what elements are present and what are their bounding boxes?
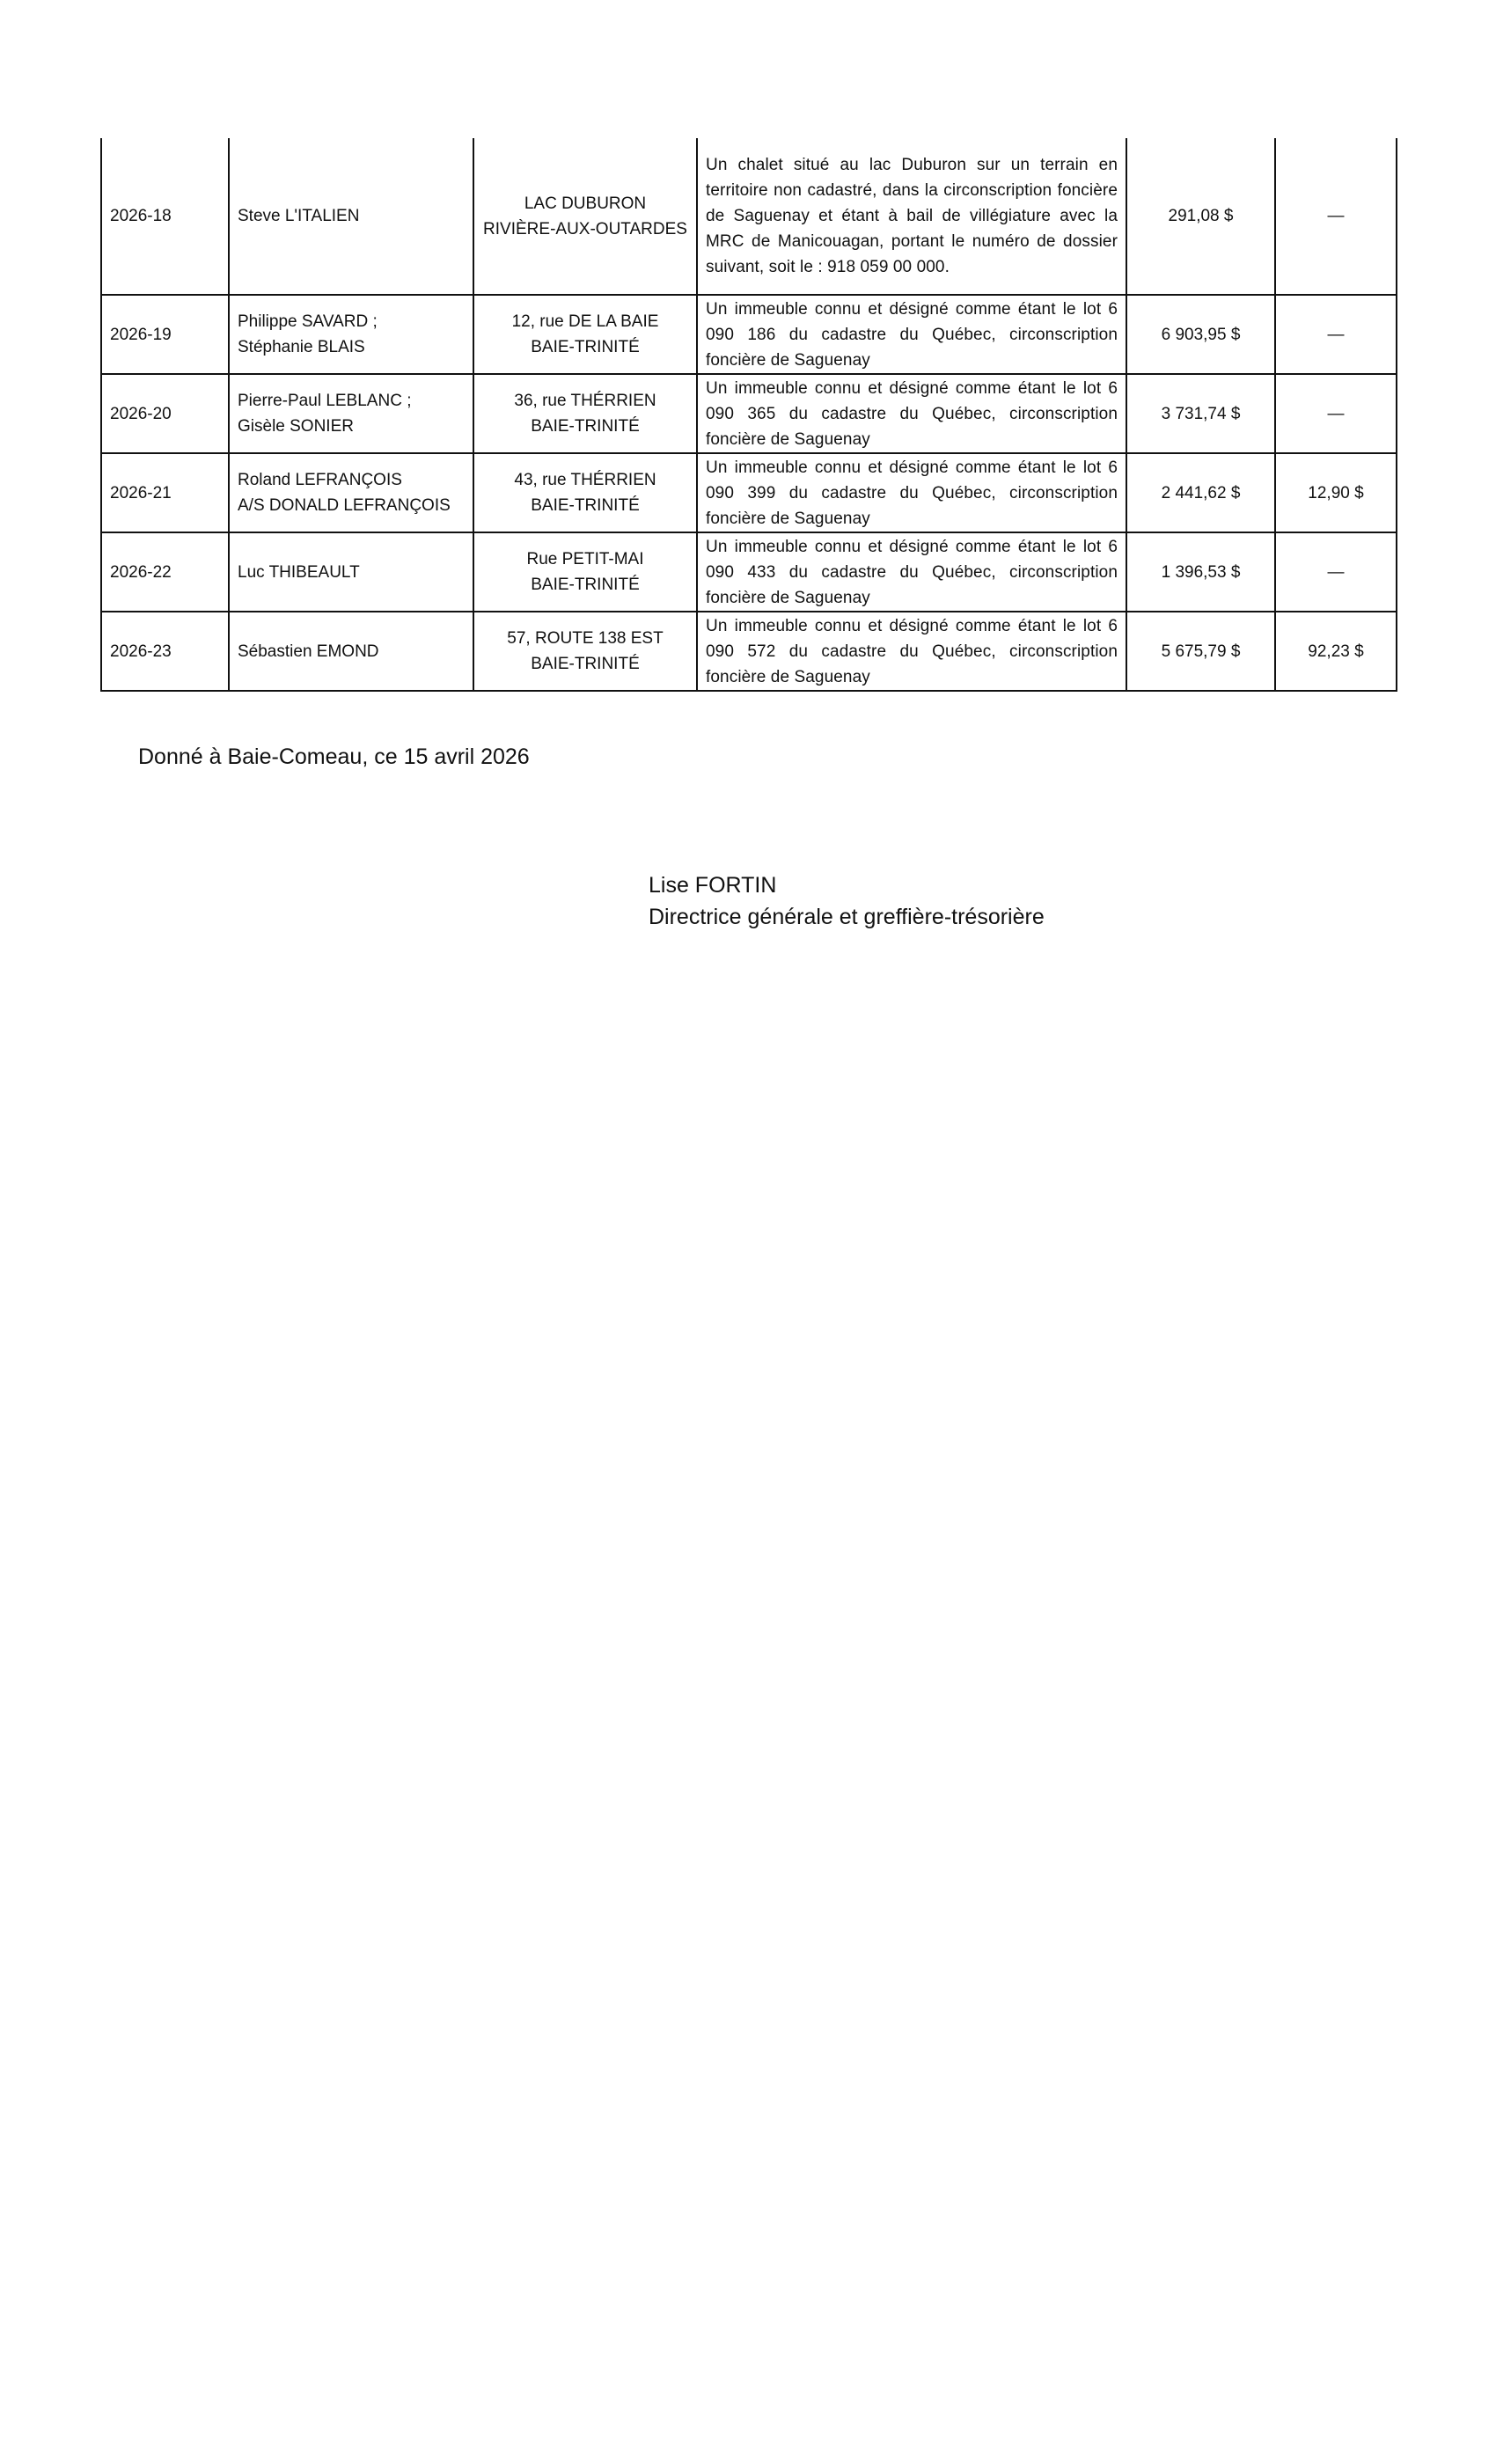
- interest-amount: 92,23 $: [1275, 612, 1397, 691]
- address-line: BAIE-TRINITÉ: [531, 496, 640, 515]
- record-number: 2026-21: [101, 453, 229, 532]
- address-line: BAIE-TRINITÉ: [531, 338, 640, 356]
- table-row: [101, 453, 1397, 532]
- address-line: Rue PETIT-MAI: [526, 550, 644, 568]
- property-description: Un immeuble connu et désigné comme étant le lot 6 090 399 du cadastre du Québec, circonscription foncière de Saguenay: [697, 453, 1126, 532]
- property-description: Un chalet situé au lac Duburon sur un terrain en territoire non cadastré, dans la circonscription foncière de Saguenay et étant à bail de villégiature avec la MRC de Manicouagan, portant le numéro de dossier suivant, soit le : 918 059 00 000.: [697, 138, 1126, 295]
- address-line: 12, rue DE LA BAIE: [511, 312, 659, 331]
- owner-line: Gisèle SONIER: [238, 417, 354, 436]
- property-address: [473, 453, 697, 532]
- table-row: [101, 374, 1397, 453]
- owner-line: A/S DONALD LEFRANÇOIS: [238, 496, 451, 515]
- owner-line: Steve L'ITALIEN: [238, 207, 360, 225]
- amount-due: 2 441,62 $: [1126, 453, 1275, 532]
- record-number: 2026-23: [101, 612, 229, 691]
- table-row: [101, 532, 1397, 612]
- property-description: Un immeuble connu et désigné comme étant le lot 6 090 433 du cadastre du Québec, circonscription foncière de Saguenay: [697, 532, 1126, 612]
- address-line: RIVIÈRE-AUX-OUTARDES: [483, 219, 687, 238]
- property-description: Un immeuble connu et désigné comme étant le lot 6 090 186 du cadastre du Québec, circonscription foncière de Saguenay: [697, 295, 1126, 374]
- address-line: 36, rue THÉRRIEN: [514, 392, 656, 410]
- address-line: 57, ROUTE 138 EST: [507, 629, 664, 648]
- signatory-title: Directrice générale et greffière-trésorière: [649, 905, 1045, 929]
- amount-due: 1 396,53 $: [1126, 532, 1275, 612]
- property-address: [473, 612, 697, 691]
- record-number: 2026-18: [101, 138, 229, 295]
- record-number: 2026-20: [101, 374, 229, 453]
- record-number: 2026-19: [101, 295, 229, 374]
- amount-due: 6 903,95 $: [1126, 295, 1275, 374]
- property-address: [473, 374, 697, 453]
- signatory-name: Lise FORTIN: [649, 873, 777, 898]
- owner-name: [229, 138, 473, 295]
- property-address: [473, 138, 697, 295]
- address-line: LAC DUBURON: [524, 194, 647, 213]
- place-and-date: Donné à Baie-Comeau, ce 15 avril 2026: [138, 744, 530, 769]
- owner-name: [229, 612, 473, 691]
- amount-due: 5 675,79 $: [1126, 612, 1275, 691]
- owner-line: Pierre-Paul LEBLANC ;: [238, 392, 412, 410]
- owner-line: Philippe SAVARD ;: [238, 312, 378, 331]
- address-line: 43, rue THÉRRIEN: [514, 471, 656, 489]
- interest-amount: —: [1275, 138, 1397, 295]
- property-address: [473, 295, 697, 374]
- tax-sale-table: [100, 138, 1397, 692]
- owner-line: Stéphanie BLAIS: [238, 338, 365, 356]
- amount-due: 291,08 $: [1126, 138, 1275, 295]
- interest-amount: 12,90 $: [1275, 453, 1397, 532]
- property-description: Un immeuble connu et désigné comme étant le lot 6 090 365 du cadastre du Québec, circonscription foncière de Saguenay: [697, 374, 1126, 453]
- amount-due: 3 731,74 $: [1126, 374, 1275, 453]
- owner-line: Roland LEFRANÇOIS: [238, 471, 402, 489]
- address-line: BAIE-TRINITÉ: [531, 576, 640, 594]
- interest-amount: —: [1275, 374, 1397, 453]
- owner-line: Sébastien EMOND: [238, 642, 379, 661]
- property-description: Un immeuble connu et désigné comme étant le lot 6 090 572 du cadastre du Québec, circonscription foncière de Saguenay: [697, 612, 1126, 691]
- interest-amount: —: [1275, 532, 1397, 612]
- owner-name: [229, 453, 473, 532]
- address-line: BAIE-TRINITÉ: [531, 655, 640, 673]
- signature-block: [649, 869, 1045, 933]
- interest-amount: —: [1275, 295, 1397, 374]
- property-address: [473, 532, 697, 612]
- table-row: [101, 295, 1397, 374]
- owner-name: [229, 295, 473, 374]
- record-number: 2026-22: [101, 532, 229, 612]
- owner-name: [229, 374, 473, 453]
- table-row: [101, 612, 1397, 691]
- table-row: [101, 138, 1397, 295]
- address-line: BAIE-TRINITÉ: [531, 417, 640, 436]
- owner-line: Luc THIBEAULT: [238, 562, 360, 582]
- owner-name: [229, 532, 473, 612]
